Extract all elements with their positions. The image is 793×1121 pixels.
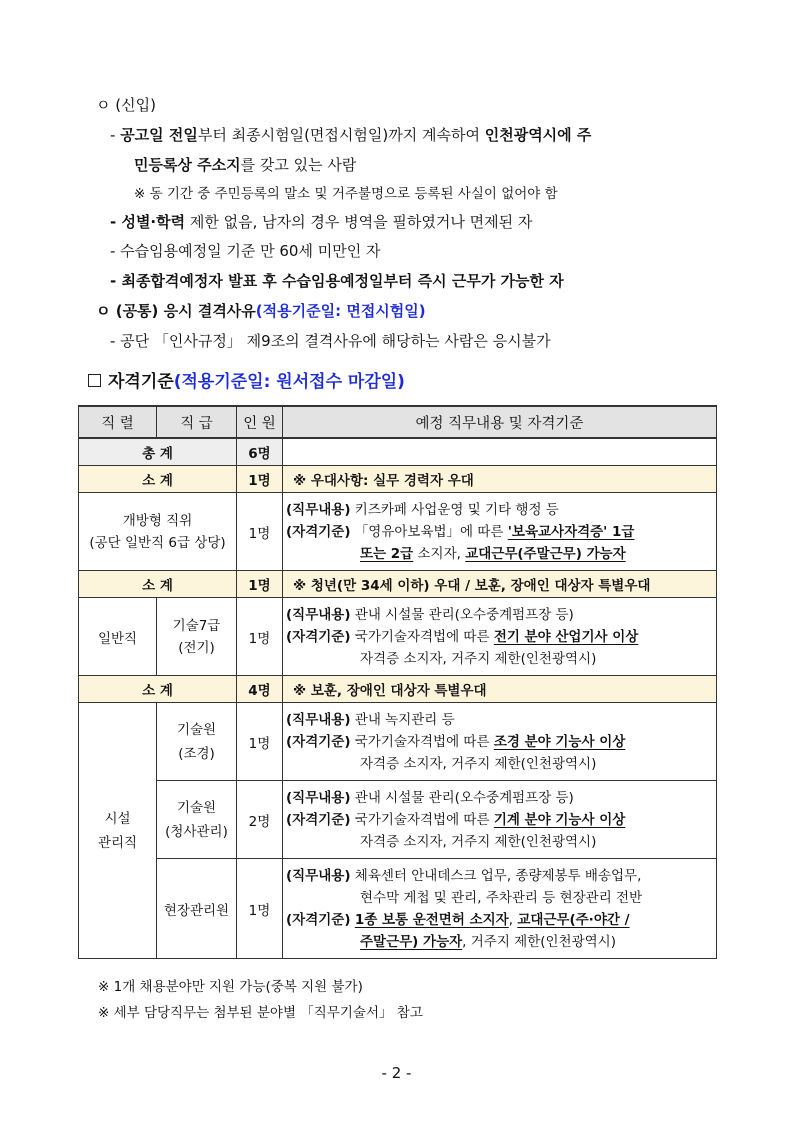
general-desc: (직무내용) 관내 시설물 관리(오수중계펌프장 등) (자격기준) 국가기술자격법에 따른 전기 분야 산업기사 이상 자격증 소지자, 거주지 제한(인천광역시) [283, 598, 717, 676]
facility-count: 1명 [237, 703, 283, 781]
subtotal-label: 소 계 [79, 466, 237, 493]
facility-series [79, 703, 157, 959]
field-count: 1명 [237, 859, 283, 959]
subtotal-count: 1명 [237, 466, 283, 493]
common-header: ㅇ (공통) 응시 결격사유(적용기준일: 면접시험일) [96, 302, 426, 320]
header-grade: 직 급 [157, 406, 237, 438]
facility-grade [157, 781, 237, 859]
grade-line: (청사관리) [165, 823, 228, 840]
page-number: - 2 - [381, 1064, 412, 1082]
checkbox-square-icon [88, 374, 101, 387]
subtotal-count: 1명 [237, 571, 283, 598]
series-line: 개방형 직위 [122, 512, 193, 529]
condition-gender: - 성별·학력 제한 없음, 남자의 경우 병역을 필하였거나 면제된 자 [110, 213, 533, 231]
table-row [79, 493, 717, 571]
total-count: 6명 [237, 438, 283, 466]
condition-availability: - 최종합격예정자 발표 후 수습임용예정일부터 즉시 근무가 가능한 자 [110, 272, 564, 290]
field-grade: 현장관리원 [157, 859, 237, 959]
subtotal-row [79, 466, 717, 493]
condition-residence: - 공고일 전일부터 최종시험일(면접시험일)까지 계속하여 인천광역시에 주 [110, 126, 592, 144]
header-duties: 예정 직무내용 및 자격기준 [283, 406, 717, 438]
subtotal-label: 소 계 [79, 676, 237, 703]
open-position-count: 1명 [237, 493, 283, 571]
total-row [79, 438, 717, 466]
condition-age: - 수습임용예정일 기준 만 60세 미만인 자 [110, 242, 381, 260]
series-line: 시설 [104, 810, 131, 827]
facility-count: 2명 [237, 781, 283, 859]
header-count: 인 원 [237, 406, 283, 438]
subtotal-label: 소 계 [79, 571, 237, 598]
open-position-series [79, 493, 237, 571]
grade-line: (전기) [178, 639, 215, 656]
subtotal-note: ※ 우대사항: 실무 경력자 우대 [283, 466, 717, 493]
facility-desc: (직무내용) 관내 녹지관리 등 (자격기준) 국가기술자격법에 따른 조경 분야 기능사 이상 자격증 소지자, 거주지 제한(인천광역시) [283, 703, 717, 781]
grade-line: 기술원 [176, 799, 217, 816]
residence-note: ※ 동 기간 중 주민등록의 말소 및 거주불명으로 등록된 사실이 없어야 함 [134, 186, 558, 202]
table-row [79, 781, 717, 859]
table-row [79, 703, 717, 781]
total-label: 총 계 [79, 438, 237, 466]
general-count: 1명 [237, 598, 283, 676]
disqualification-rule: - 공단 「인사규정」 제9조의 결격사유에 해당하는 사람은 응시불가 [110, 332, 551, 350]
table-header-row [79, 406, 717, 438]
facility-grade [157, 703, 237, 781]
qualification-table [78, 405, 717, 959]
header-series: 직 렬 [79, 406, 157, 438]
field-desc: (직무내용) 체육센터 안내데스크 업무, 종량제봉투 배송업무, 현수막 게첩 및 관리, 주차관리 등 현장관리 전반 (자격기준) 1종 보통 운전면허 소지자, 교대근무(주·야간 / 주말근무) 가능자, 거주지 제한(인천광역시) [283, 859, 717, 959]
general-series: 일반직 [79, 598, 157, 676]
open-position-desc: (직무내용) 키즈카페 사업운영 및 기타 행정 등 (자격기준) 「영유아보육법」에 따른 '보육교사자격증' 1급 또는 2급 소지자, 교대근무(주말근무) 가능자 [283, 493, 717, 571]
subtotal-row [79, 676, 717, 703]
section-title: 자격기준(적용기준일: 원서접수 마감일) [88, 372, 405, 392]
footnote-job-description: ※ 세부 담당직무는 첨부된 분야별 「직무기술서」 참고 [98, 1005, 423, 1021]
total-empty [283, 438, 717, 466]
table-row [79, 598, 717, 676]
general-grade [157, 598, 237, 676]
subtotal-row [79, 571, 717, 598]
footnote-single-application: ※ 1개 채용분야만 지원 가능(중복 지원 불가) [98, 979, 363, 995]
subtotal-note: ※ 청년(만 34세 이하) 우대 / 보훈, 장애인 대상자 특별우대 [283, 571, 717, 598]
grade-line: 기술원 [176, 721, 217, 738]
table-row [79, 859, 717, 959]
grade-line: (조경) [178, 745, 215, 762]
condition-residence-cont: 민등록상 주소지를 갖고 있는 사람 [134, 156, 357, 174]
series-line: (공단 일반직 6급 상당) [89, 534, 226, 551]
facility-desc: (직무내용) 관내 시설물 관리(오수중계펌프장 등) (자격기준) 국가기술자격법에 따른 기계 분야 기능사 이상 자격증 소지자, 거주지 제한(인천광역시) [283, 781, 717, 859]
subtotal-count: 4명 [237, 676, 283, 703]
grade-line: 기술7급 [172, 617, 221, 634]
series-line: 관리직 [97, 834, 138, 851]
subtotal-note: ※ 보훈, 장애인 대상자 특별우대 [283, 676, 717, 703]
new-hire-header: ㅇ (신입) [96, 96, 156, 114]
